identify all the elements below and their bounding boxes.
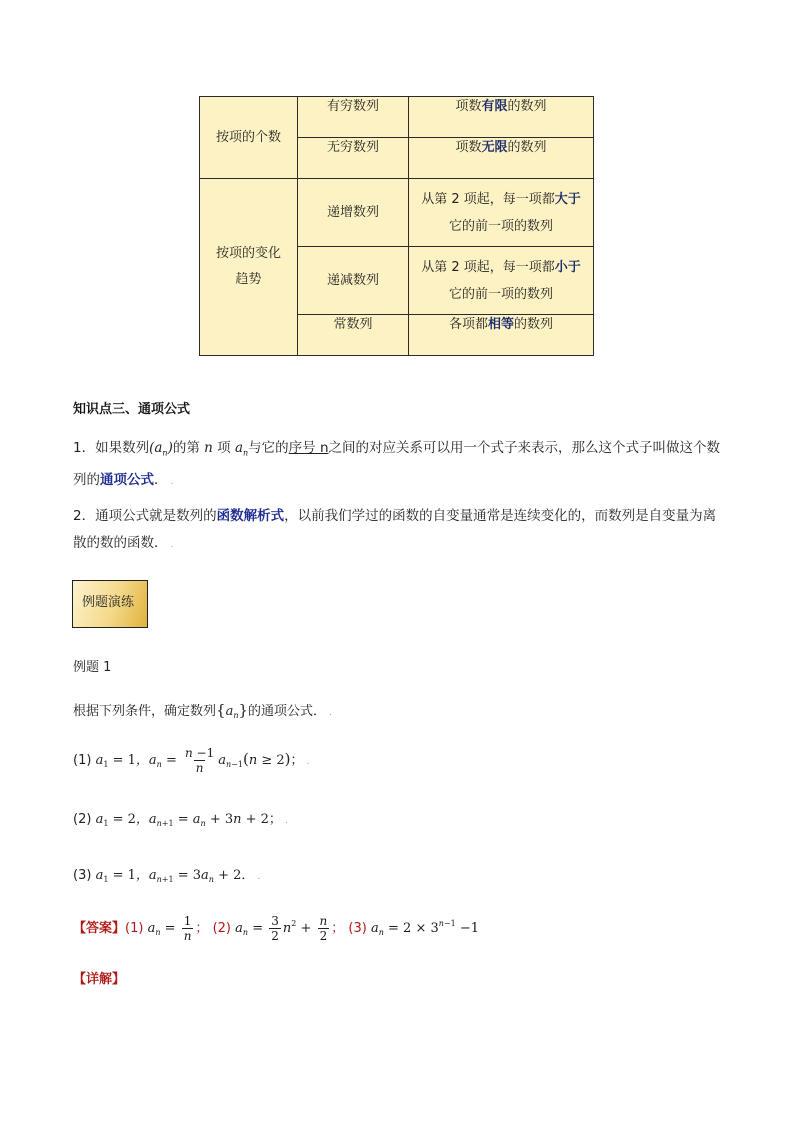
example-practice-box: 例题演练 <box>72 580 148 628</box>
infinite-sequence-cell: 无穷数列 <box>298 138 409 179</box>
infinite-sequence-desc: 项数无限的数列 <box>409 138 594 179</box>
detail-label: 【详解】 <box>73 972 126 987</box>
question-1: (1) $a_1 = 1$，$a_n$ = $\frac{n -1}{n}$ $a_{n-1}(n \ge 2)$； . <box>73 746 310 775</box>
example-prompt: 根据下列条件，确定数列$\{a_n\}$的通项公式． . <box>73 701 332 720</box>
group-by-count: 按项的个数 <box>200 97 298 179</box>
decreasing-sequence-desc: 从第 2 项起，每一项都小于 它的前一项的数列 <box>409 247 594 315</box>
example-title: 例题 1 <box>73 660 112 675</box>
answer-line: 【答案】(1) $a_n$ = $\frac{1}{n}$ ； (2) $a_n$ = $\frac{3}{2}$ $n^2$ + $\frac{n}{2}$ ； (3) $a_n = 2 \times 3^{n-1} -1$ <box>73 914 480 943</box>
constant-sequence-desc: 各项都相等的数列 <box>409 315 594 356</box>
sequence-classification-table <box>199 96 594 356</box>
finite-sequence-desc: 项数有限的数列 <box>409 97 594 138</box>
increasing-sequence-cell: 递增数列 <box>298 179 409 247</box>
group-by-trend: 按项的变化 趋势 <box>200 179 298 356</box>
question-2: (2) $a_1 = 2$，$a_{n+1} = a_n + 3n + 2$； . <box>73 812 288 828</box>
finite-sequence-cell: 有穷数列 <box>298 97 409 138</box>
question-3: (3) $a_1 = 1$，$a_{n+1} = 3a_n + 2$． . <box>73 868 261 884</box>
section-heading: 知识点三、通项公式 <box>73 402 191 417</box>
increasing-sequence-desc: 从第 2 项起，每一项都大于 它的前一项的数列 <box>409 179 594 247</box>
paragraph-1: 1．如果数列$(a_n)$的第 n 项 $a_n$与它的序号 n之间的对应关系可以用一个式子来表示，那么这个式子叫做这个数列的通项公式． . <box>73 440 721 488</box>
decreasing-sequence-cell: 递减数列 <box>298 247 409 315</box>
paragraph-2: 2．通项公式就是数列的函数解析式，以前我们学过的函数的自变量通常是连续变化的，而数列是自变量为离散的数的函数． . <box>73 508 717 551</box>
constant-sequence-cell: 常数列 <box>298 315 409 356</box>
